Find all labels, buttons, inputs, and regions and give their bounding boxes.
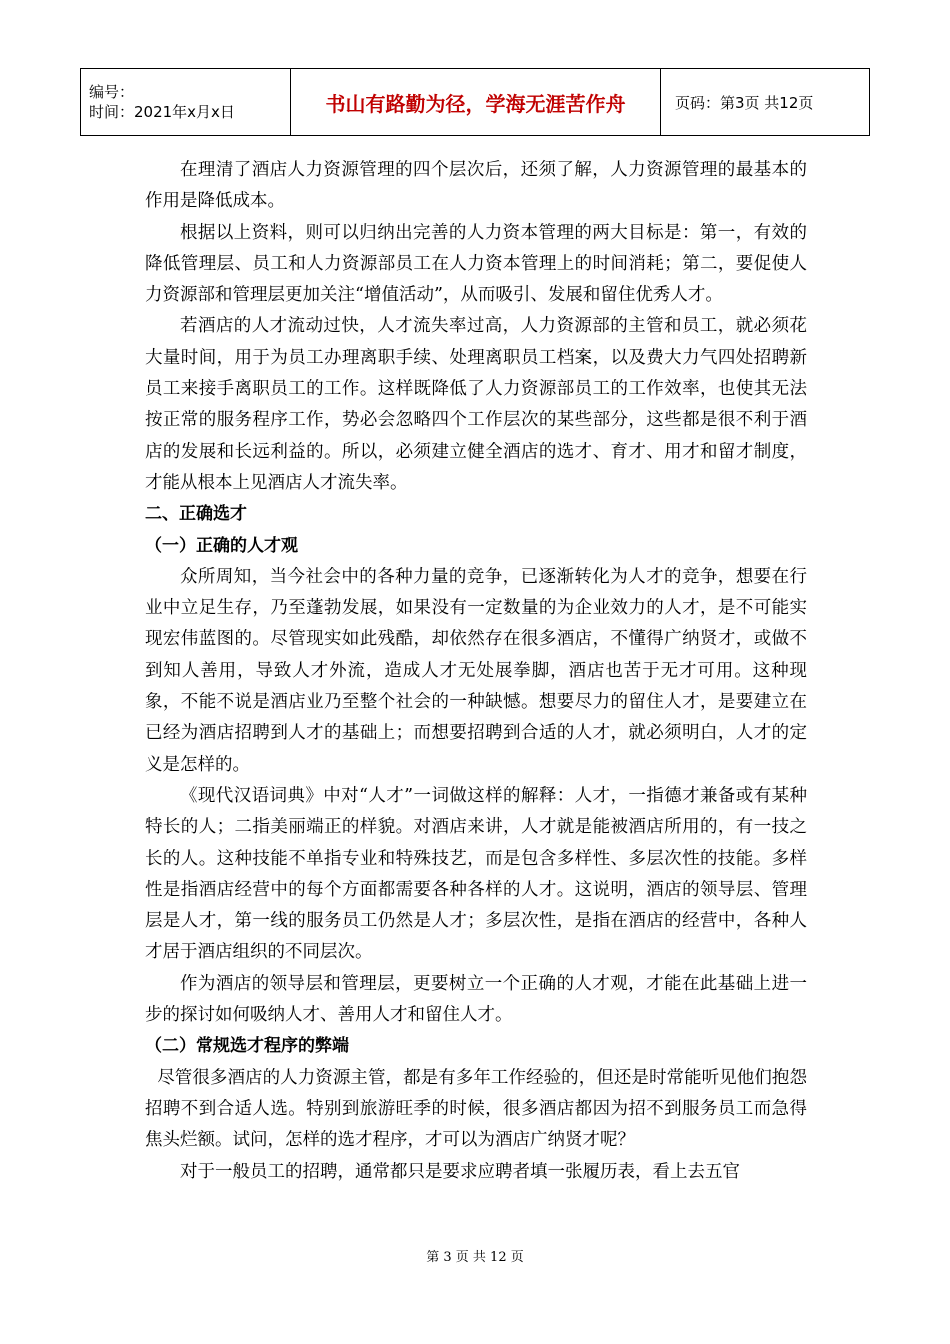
number-label: 编号： xyxy=(89,83,135,101)
paragraph: 根据以上资料，则可以归纳出完善的人力资本管理的两大目标是：第一，有效的降低管理层、员工和人力资源部员工在人力资本管理上的时间消耗；第二，要促使人力资源部和管理层更加关注“增值活动”，从而吸引、发展和留住优秀人才。 xyxy=(145,222,807,306)
paragraph: 《现代汉语词典》中对“人才”一词做这样的解释：人才，一指德才兼备或有某种特长的人；二指美丽端正的样貌。对酒店来讲，人才就是能被酒店所用的，有一技之长的人。这种技能不单指专业和特殊技艺，而是包含多样性、多层次性的技能。多样性是指酒店经营中的每个方面都需要各种各样的人才。这说明，酒店的领导层、管理层是人才，第一线的服务员工仍然是人才；多层次性，是指在酒店的经营中，各种人才居于酒店组织的不同层次。 xyxy=(145,785,807,963)
paragraph: 若酒店的人才流动过快，人才流失率过高，人力资源部的主管和员工，就必须花大量时间，用于为员工办理离职手续、处理离职员工档案，以及费大力气四处招聘新员工来接手离职员工的工作。这样既降低了人力资源部员工的工作效率，也使其无法按正常的服务程序工作，势必会忽略四个工作层次的某些部分，这些都是很不利于酒店的发展和长远利益的。所以，必须建立健全酒店的选才、育才、用才和留才制度，才能从根本上见酒店人才流失率。 xyxy=(145,316,807,493)
paragraph: 在理清了酒店人力资源管理的四个层次后，还须了解，人力资源管理的最基本的作用是降低成本。 xyxy=(145,160,807,212)
header-page-label: 页码：第3页 共12页 xyxy=(661,69,870,136)
paragraph: 作为酒店的领导层和管理层，更要树立一个正确的人才观，才能在此基础上进一步的探讨如何吸纳人才、善用人才和留住人才。 xyxy=(145,973,807,1026)
subsection-heading: （一）正确的人才观 xyxy=(145,535,298,556)
document-header xyxy=(80,68,870,136)
section-heading: 二、正确选才 xyxy=(145,504,247,525)
page-footer: 第 3 页 共 12 页 xyxy=(426,1250,524,1265)
subsection-heading: （二）常规选才程序的弊端 xyxy=(145,1036,349,1057)
header-info-cell xyxy=(81,69,291,136)
paragraph: 对于一般员工的招聘，通常都只是要求应聘者填一张履历表，看上去五官 xyxy=(180,1161,740,1182)
header-motto: 书山有路勤为径，学海无涯苦作舟 xyxy=(291,69,661,136)
document-body xyxy=(145,155,807,1188)
paragraph: 尽管很多酒店的人力资源主管，都是有多年工作经验的，但还是时常能听见他们抱怨招聘不到合适人选。特别到旅游旺季的时候，很多酒店都因为招不到服务员工而急得焦头烂额。试问，怎样的选才程序，才可以为酒店广纳贤才呢？ xyxy=(145,1067,807,1151)
time-label: 时间：2021年x月x日 xyxy=(89,103,235,121)
paragraph: 众所周知，当今社会中的各种力量的竞争，已逐渐转化为人才的竞争，想要在行业中立足生存，乃至蓬勃发展，如果没有一定数量的为企业效力的人才，是不可能实现宏伟蓝图的。尽管现实如此残酷，却依然存在很多酒店，不懂得广纳贤才，或做不到知人善用，导致人才外流，造成人才无处展拳脚，酒店也苦于无才可用。这种现象，不能不说是酒店业乃至整个社会的一种缺憾。想要尽力的留住人才，是要建立在已经为酒店招聘到人才的基础上；而想要招聘到合适的人才，就必须明白，人才的定义是怎样的。 xyxy=(145,566,807,775)
